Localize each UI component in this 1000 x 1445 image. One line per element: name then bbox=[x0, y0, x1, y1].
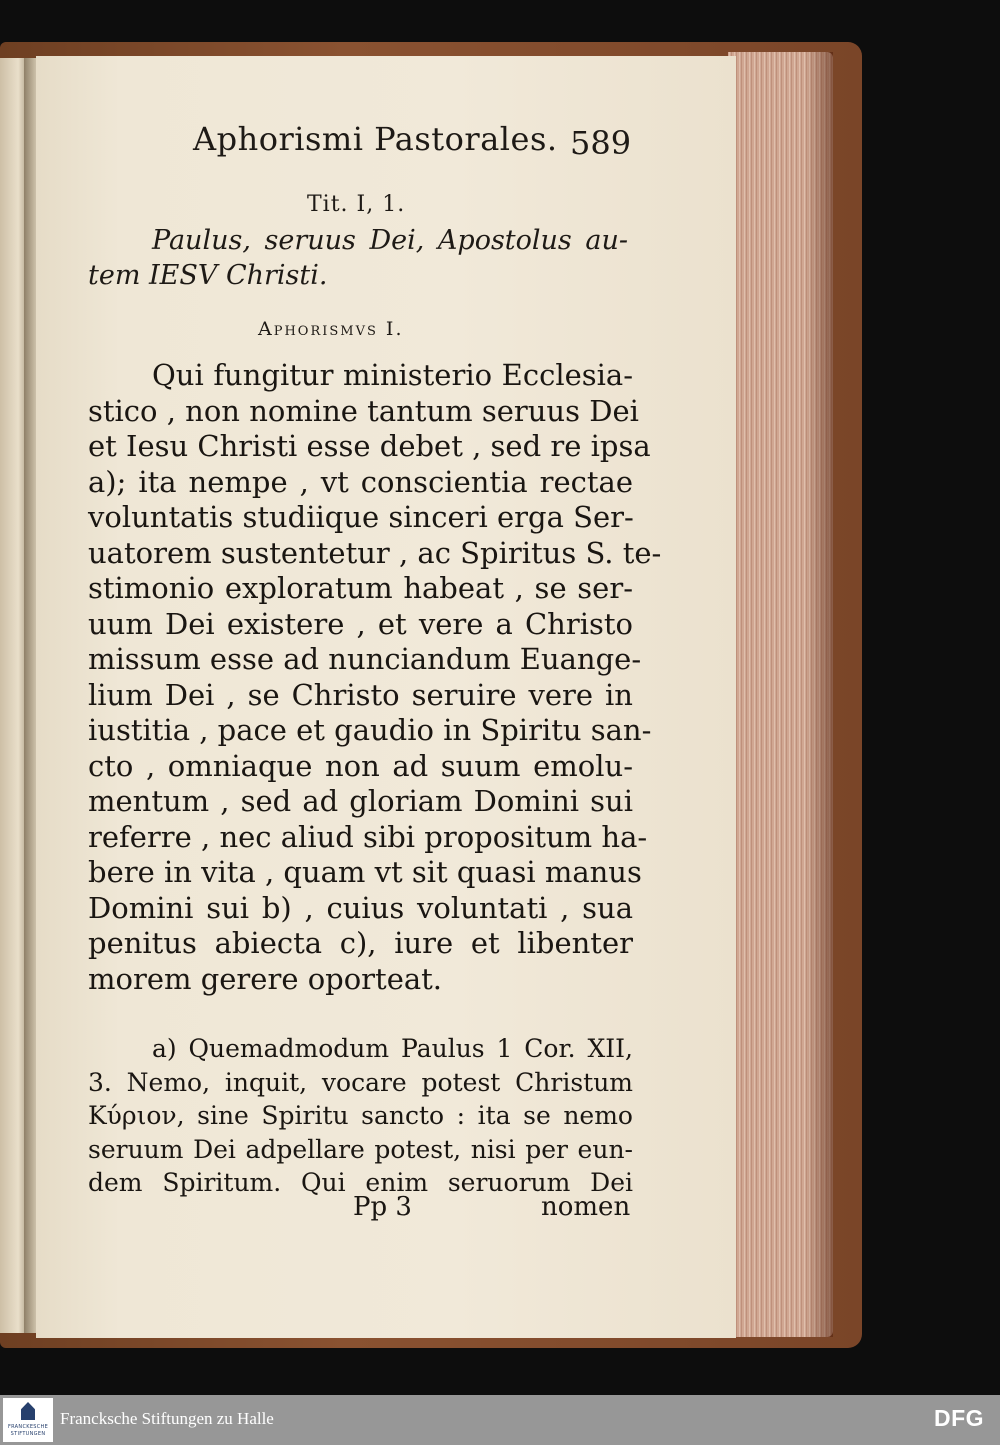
verse-line: Paulus, seruus Dei, Apostolus au- bbox=[152, 225, 628, 256]
page-number: 589 bbox=[570, 124, 632, 162]
scripture-verse bbox=[88, 223, 628, 293]
body-text bbox=[88, 358, 662, 997]
footnote-line: seruum Dei adpellare potest, nisi per eun- bbox=[88, 1134, 633, 1164]
body-line: iustitia , pace et gaudio in Spiritu san- bbox=[88, 713, 652, 747]
institution-name[interactable]: Francksche Stiftungen zu Halle bbox=[60, 1409, 274, 1428]
footnote-line: dem Spiritum. Qui enim seruorum Dei bbox=[88, 1168, 633, 1197]
body-line: voluntatis studiique sinceri erga Ser- bbox=[88, 500, 634, 534]
body-line: cto , omniaque non ad suum emolu- bbox=[88, 748, 633, 783]
body-line: stimonio exploratum habeat , se ser- bbox=[88, 571, 633, 605]
running-head: Aphorismi Pastorales. bbox=[193, 120, 558, 158]
body-line: referre , nec aliud sibi propositum ha- bbox=[88, 819, 648, 854]
body-line: et Iesu Christi esse debet , sed re ipsa bbox=[88, 429, 651, 463]
body-line: bere in vita , quam vt sit quasi manus bbox=[88, 855, 642, 889]
body-line: stico , non nomine tantum seruus Dei bbox=[88, 393, 639, 428]
body-line: Domini sui b) , cuius voluntati , sua bbox=[88, 890, 633, 925]
dfg-logo[interactable]: DFG bbox=[934, 1405, 985, 1431]
body-line: Qui fungitur ministerio Ecclesia- bbox=[152, 358, 633, 392]
scripture-reference: Tit. I, 1. bbox=[307, 192, 406, 217]
catchword: nomen bbox=[541, 1192, 631, 1222]
footnote-line: 3. Nemo, inquit, vocare potest Christum bbox=[88, 1067, 633, 1097]
footnotes bbox=[88, 1032, 633, 1200]
body-line: mentum , sed ad gloriam Domini sui bbox=[88, 784, 633, 818]
body-line: uum Dei existere , et vere a Christo bbox=[88, 606, 633, 641]
footnote-line: Κύριον, sine Spiritu sancto : ita se nemo bbox=[88, 1101, 633, 1130]
verse-line: tem IESV Christi. bbox=[88, 260, 328, 291]
page-edges bbox=[728, 52, 833, 1337]
logo-text-line: FRANCKESCHE bbox=[7, 1424, 49, 1430]
body-line: uatorem sustentetur , ac Spiritus S. te- bbox=[88, 535, 662, 570]
body-line: missum esse ad nunciandum Euange- bbox=[88, 642, 642, 676]
body-line: morem gerere oporteat. bbox=[88, 961, 443, 996]
left-page-edge bbox=[0, 58, 26, 1333]
body-line: a); ita nempe , vt conscientia rectae bbox=[88, 464, 633, 499]
aphorism-heading: Aphorismvs I. bbox=[258, 318, 404, 340]
body-line: lium Dei , se Christo seruire vere in bbox=[88, 677, 633, 712]
footnote-line: a) Quemadmodum Paulus 1 Cor. XII, bbox=[152, 1034, 633, 1063]
institution-logo[interactable] bbox=[3, 1398, 53, 1442]
signature-mark: Pp 3 bbox=[353, 1192, 412, 1222]
logo-text-line: STIFTUNGEN bbox=[10, 1431, 46, 1437]
body-line: penitus abiecta c), iure et libenter bbox=[88, 926, 633, 960]
house-icon bbox=[21, 1402, 35, 1420]
